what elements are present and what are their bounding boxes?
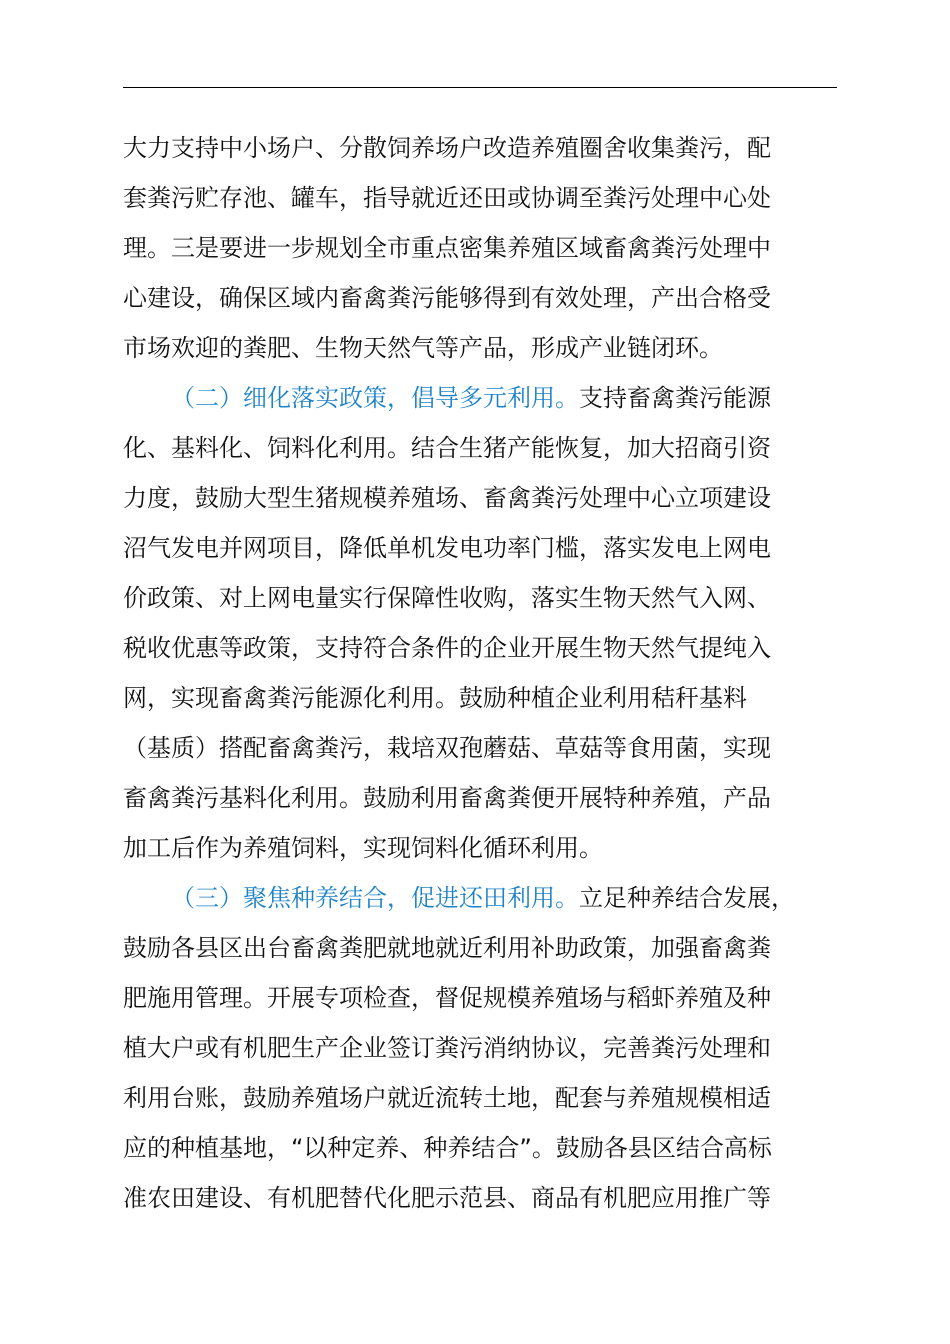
text-line: 理。三是要进一步规划全市重点密集养殖区域畜禽粪污处理中 [123, 234, 771, 262]
text-line: 植大户或有机肥生产企业签订粪污消纳协议，完善粪污处理和 [123, 1034, 771, 1062]
section-3-lead-text: 立足种养结合发展， [579, 884, 795, 912]
text-line: 加工后作为养殖饲料，实现饲料化循环利用。 [123, 834, 603, 862]
section-3-first-line [123, 873, 848, 923]
section-3-heading: （三）聚焦种养结合，促进还田利用。 [171, 884, 579, 912]
text-line: 沼气发电并网项目，降低单机发电功率门槛，落实发电上网电 [123, 534, 771, 562]
section-2-lead-text: 支持畜禽粪污能源 [579, 384, 771, 412]
text-line: （基质）搭配畜禽粪污，栽培双孢蘑菇、草菇等食用菌，实现 [123, 734, 771, 762]
text-line: 化、基料化、饲料化利用。结合生猪产能恢复，加大招商引资 [123, 434, 771, 462]
paragraph-1 [123, 123, 848, 373]
text-line: 利用台账，鼓励养殖场户就近流转土地，配套与养殖规模相适 [123, 1084, 771, 1112]
text-line: 网，实现畜禽粪污能源化利用。鼓励种植企业利用秸秆基料 [123, 684, 747, 712]
section-2-first-line [123, 373, 848, 423]
text-line: 畜禽粪污基料化利用。鼓励利用畜禽粪便开展特种养殖，产品 [123, 784, 771, 812]
text-line: 鼓励各县区出台畜禽粪肥就地就近利用补助政策，加强畜禽粪 [123, 934, 771, 962]
header-rule [123, 87, 837, 88]
text-line: 税收优惠等政策，支持符合条件的企业开展生物天然气提纯入 [123, 634, 771, 662]
text-line: 心建设，确保区域内畜禽粪污能够得到有效处理，产出合格受 [123, 284, 771, 312]
section-2-paragraph [123, 373, 848, 873]
document-body [123, 123, 848, 1223]
section-3-paragraph [123, 873, 848, 1223]
text-line: 市场欢迎的粪肥、生物天然气等产品，形成产业链闭环。 [123, 334, 723, 362]
text-line: 准农田建设、有机肥替代化肥示范县、商品有机肥应用推广等 [123, 1184, 771, 1212]
text-line: 应的种植基地，“以种定养、种养结合”。鼓励各县区结合高标 [123, 1134, 772, 1162]
section-2-heading: （二）细化落实政策，倡导多元利用。 [171, 384, 579, 412]
text-line: 价政策、对上网电量实行保障性收购，落实生物天然气入网、 [123, 584, 771, 612]
text-line: 肥施用管理。开展专项检查，督促规模养殖场与稻虾养殖及种 [123, 984, 771, 1012]
text-line: 套粪污贮存池、罐车，指导就近还田或协调至粪污处理中心处 [123, 184, 771, 212]
text-line: 力度，鼓励大型生猪规模养殖场、畜禽粪污处理中心立项建设 [123, 484, 771, 512]
text-line: 大力支持中小场户、分散饲养场户改造养殖圈舍收集粪污，配 [123, 134, 771, 162]
